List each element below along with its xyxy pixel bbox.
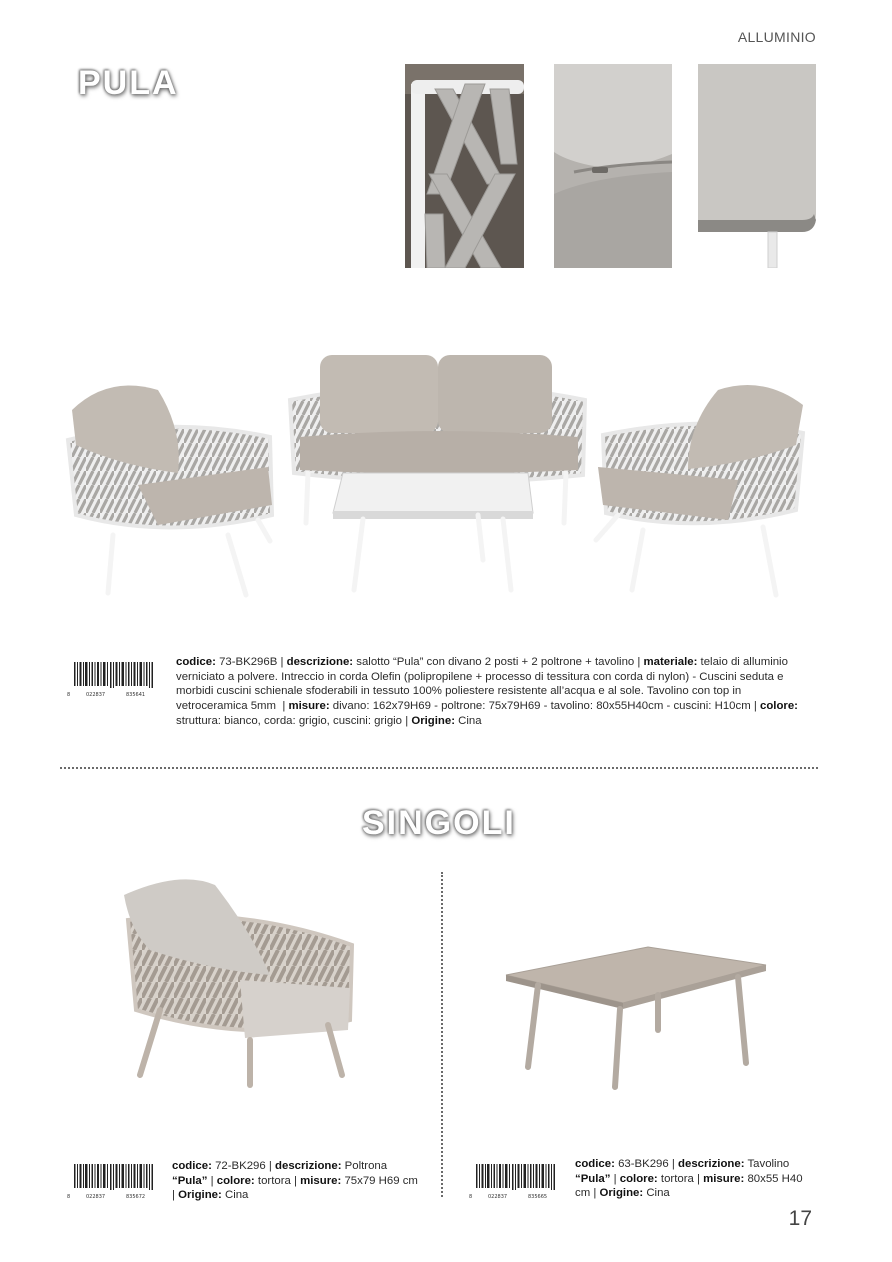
barcode-digit-3: 835641 [126,692,146,698]
cushion-zipper-detail-photo [554,64,672,268]
barcode-digit-3: 835672 [126,1194,146,1200]
barcode-icon [66,1162,158,1200]
rope-weave-detail-photo [405,64,524,268]
barcode-icon [468,1162,560,1200]
page-number: 17 [788,1207,812,1230]
table-top-corner-photo [698,64,816,268]
lounge-set-photo [58,345,818,610]
table-description: codice: 63-BK296 | descrizione: Tavolino “Pula” | colore: tortora | misure: 80x55 H40 cm | Origine: Cina [575,1158,803,1200]
singles-divider [441,872,443,1197]
set-description: codice: 73-BK296B | descrizione: salotto “Pula” con divano 2 posti + 2 poltrone + tavolino | materiale: telaio di alluminio verniciato a polvere. Intreccio in corda Olefin (polipropilene + processo di tessitura con corda di nylon) - Cuscini seduta e morbidi cuscini schienale sfoderabili in tessuto 100% poliestere resistente all’acqua e al sole. Tavolino con top in vetroceramica 5mm | misure: divano: 162x79H69 - poltrone: 75x79H69 - tavolino: 80x55H40cm - cuscini: H10cm | colore: struttura: bianco, corda: grigio, cuscini: grigio | Origine: Cina [176,656,798,727]
barcode-digit-1: 8 [67,1194,71,1200]
barcode-digit-3: 835665 [528,1194,548,1200]
barcode-digit-2: 022837 [86,1194,106,1200]
barcode-icon [66,660,158,698]
section-divider [60,767,818,769]
coffee-table-photo [498,935,773,1095]
barcode-digit-2: 022837 [86,692,106,698]
armchair-photo [110,870,370,1090]
barcode-digit-2: 022837 [488,1194,508,1200]
barcode-digit-1: 8 [469,1194,473,1200]
singles-title: SINGOLI [362,804,516,842]
section-category-label: ALLUMINIO [737,29,816,45]
product-title-pula: PULA [78,64,179,102]
chair-description: codice: 72-BK296 | descrizione: Poltrona “Pula” | colore: tortora | misure: 75x79 H69 cm | Origine: Cina [172,1160,418,1202]
barcode-digit-1: 8 [67,692,71,698]
